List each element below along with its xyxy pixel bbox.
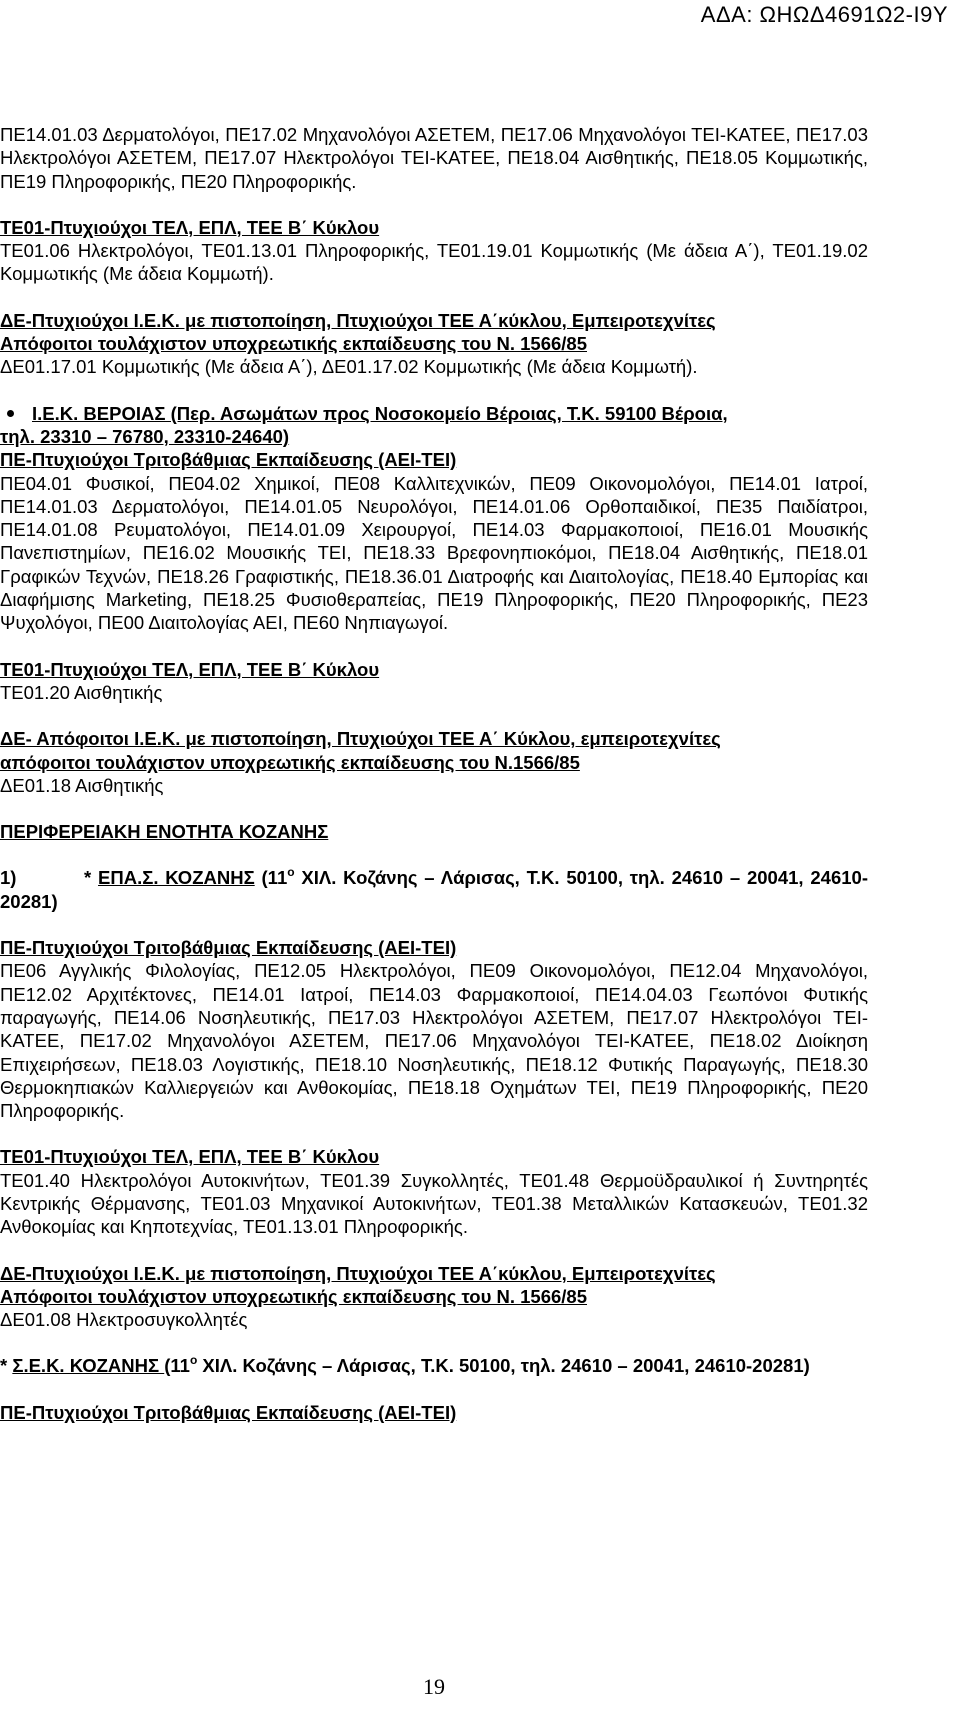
heading-de-3-line2: Απόφοιτοι τουλάχιστον υποχρεωτικής εκπαίδευσης του Ν. 1566/85 — [0, 1285, 587, 1307]
heading-de-line1: ΔΕ-Πτυχιούχοι Ι.Ε.Κ. με πιστοποίηση, Πτυχιούχοι ΤΕΕ Α΄κύκλου, Εμπειροτεχνίτες — [0, 309, 716, 331]
sek-address-pre: (11 — [164, 1355, 190, 1377]
paragraph-de01-3: ΔΕ01.08 Ηλεκτροσυγκολλητές — [0, 1309, 248, 1331]
item-star: * — [84, 867, 99, 889]
iek-veroias-phone: τηλ. 23310 – 76780, 23310-24640) — [0, 425, 290, 447]
paragraph-te01-2: ΤΕ01.20 Αισθητικής — [0, 681, 163, 703]
heading-pe-3: ΠΕ-Πτυχιούχοι Τριτοβάθμιας Εκπαίδευσης (ΑΕΙ-ΤΕΙ) — [0, 1401, 457, 1423]
ada-code: ΑΔΑ: ΩΗΩΔ4691Ω2-Ι9Υ — [700, 2, 948, 27]
item-school-link: ΕΠΑ.Σ. ΚΟΖΑΝΗΣ — [98, 867, 255, 889]
item-address-rest: ΧΙΛ. Κοζάνης – Λάρισας, Τ.Κ. 50100, τηλ. 24610 – 20041, 24610-20281) — [0, 867, 868, 912]
heading-te01-3: ΤΕ01-Πτυχιούχοι ΤΕΛ, ΕΠΛ, ΤΕΕ Β΄ Κύκλου — [0, 1146, 380, 1168]
document-body — [0, 123, 868, 1424]
item-number: 1) — [0, 867, 17, 889]
heading-pe: ΠΕ-Πτυχιούχοι Τριτοβάθμιας Εκπαίδευσης (ΑΕΙ-ΤΕΙ) — [0, 449, 457, 471]
heading-region-kozanis: ΠΕΡΙΦΕΡΕΙΑΚΗ ΕΝΟΤΗΤΑ ΚΟΖΑΝΗΣ — [0, 821, 329, 843]
sek-address-rest: ΧΙΛ. Κοζάνης – Λάρισας, Τ.Κ. 50100, τηλ. 24610 – 20041, 24610-20281) — [197, 1355, 810, 1377]
paragraph-specialties: ΠΕ14.01.03 Δερματολόγοι, ΠΕ17.02 Μηχανολόγοι ΑΣΕΤΕΜ, ΠΕ17.06 Μηχανολόγοι ΤΕΙ-ΚΑΤΕΕ, ΠΕ17.03 Ηλεκτρολόγοι ΑΣΕΤΕΜ, ΠΕ17.07 Ηλεκτρολόγοι ΤΕΙ-ΚΑΤΕΕ, ΠΕ18.04 Αισθητικής, ΠΕ18.05 Κομμωτικής, ΠΕ19 Πληροφορικής, ΠΕ20 Πληροφορικής. — [0, 124, 868, 192]
sek-superscript: ο — [189, 1353, 198, 1368]
heading-de-2-line1: ΔΕ- Απόφοιτοι Ι.Ε.Κ. με πιστοποίηση, Πτυχιούχοι ΤΕΕ Α΄ Κύκλου, εμπειροτεχνίτες — [0, 728, 721, 750]
item-sek-kozanis — [0, 1354, 868, 1377]
sek-star: * — [0, 1355, 13, 1377]
sek-school-link: Σ.Ε.Κ. ΚΟΖΑΝΗΣ — [12, 1355, 165, 1377]
bullet-iek-veroias — [0, 402, 868, 425]
heading-de-2-line2: απόφοιτοι τουλάχιστον υποχρεωτικής εκπαίδευσης του Ν.1566/85 — [0, 751, 580, 773]
heading-te01-2: ΤΕ01-Πτυχιούχοι ΤΕΛ, ΕΠΛ, ΤΕΕ Β΄ Κύκλου — [0, 658, 380, 680]
item-address-pre: (11 — [254, 867, 288, 889]
paragraph-de01-2: ΔΕ01.18 Αισθητικής — [0, 774, 164, 796]
item-epas-kozanis — [0, 866, 868, 913]
paragraph-pe-2: ΠΕ06 Αγγλικής Φιλολογίας, ΠΕ12.05 Ηλεκτρολόγοι, ΠΕ09 Οικονομολόγοι, ΠΕ12.04 Μηχανολόγοι, ΠΕ12.02 Αρχιτέκτονες, ΠΕ14.01 Ιατροί, ΠΕ14.03 Φαρμακοποιοί, ΠΕ14.04.03 Γεωπόνοι Φυτικής παραγωγής, ΠΕ14.06 Νοσηλευτικής, ΠΕ17.03 Ηλεκτρολόγοι ΑΣΕΤΕΜ, ΠΕ17.07 Ηλεκτρολόγοι ΤΕΙ-ΚΑΤΕΕ, ΠΕ17.02 Μηχανολόγοι ΑΣΕΤΕΜ, ΠΕ17.06 Μηχανολόγοι ΤΕΙ-ΚΑΤΕΕ, ΠΕ18.02 Διοίκηση Επιχειρήσεων, ΠΕ18.03 Λογιστικής, ΠΕ18.10 Νοσηλευτικής, ΠΕ18.12 Φυτικής Παραγωγής, ΠΕ18.30 Θερμοκηπιακών Καλλιεργειών και Ανθοκομίας, ΠΕ18.18 Οχημάτων ΤΕΙ, ΠΕ19 Πληροφορικής, ΠΕ20 Πληροφορικής. — [0, 960, 868, 1122]
paragraph-te01: ΤΕ01.06 Ηλεκτρολόγοι, ΤΕ01.13.01 Πληροφορικής, ΤΕ01.19.01 Κομμωτικής (Με άδεια Α΄), ΤΕ01.19.02 Κομμωτικής (Με άδεια Κομμωτή). — [0, 240, 868, 285]
paragraph-te01-3: ΤΕ01.40 Ηλεκτρολόγοι Αυτοκινήτων, ΤΕ01.39 Συγκολλητές, ΤΕ01.48 Θερμοϋδραυλικοί ή Συντηρητές Κεντρικής Θέρμανσης, ΤΕ01.03 Μηχανικοί Αυτοκινήτων, ΤΕ01.38 Μεταλλικών Κατασκευών, ΤΕ01.32 Ανθοκομίας και Κηποτεχνίας, ΤΕ01.13.01 Πληροφορικής. — [0, 1169, 868, 1238]
heading-pe-2: ΠΕ-Πτυχιούχοι Τριτοβάθμιας Εκπαίδευσης (ΑΕΙ-ΤΕΙ) — [0, 937, 457, 959]
heading-te01: ΤΕ01-Πτυχιούχοι ΤΕΛ, ΕΠΛ, ΤΕΕ Β΄ Κύκλου — [0, 216, 380, 238]
iek-veroias-address: Ι.Ε.Κ. ΒΕΡΟΙΑΣ (Περ. Ασωμάτων προς Νοσοκομείο Βέροιας, Τ.Κ. 59100 Βέροια, — [32, 402, 728, 424]
heading-de-line2: Απόφοιτοι τουλάχιστον υποχρεωτικής εκπαίδευσης του Ν. 1566/85 — [0, 333, 587, 355]
paragraph-de01: ΔΕ01.17.01 Κομμωτικής (Με άδεια Α΄), ΔΕ01.17.02 Κομμωτικής (Με άδεια Κομμωτή). — [0, 356, 698, 378]
page-number: 19 — [423, 1674, 445, 1699]
heading-de-3-line1: ΔΕ-Πτυχιούχοι Ι.Ε.Κ. με πιστοποίηση, Πτυχιούχοι ΤΕΕ Α΄κύκλου, Εμπειροτεχνίτες — [0, 1262, 716, 1284]
item-superscript: ο — [287, 865, 295, 880]
paragraph-pe: ΠΕ04.01 Φυσικοί, ΠΕ04.02 Χημικοί, ΠΕ08 Καλλιτεχνικών, ΠΕ09 Οικονομολόγοι, ΠΕ14.01 Ιατροί, ΠΕ14.01.03 Δερματολόγοι, ΠΕ14.01.05 Νευρολόγοι, ΠΕ14.01.06 Ορθοπαιδικοί, ΠΕ35 Παιδίατροι, ΠΕ14.01.08 Ρευματολόγοι, ΠΕ14.01.09 Χειρουργοί, ΠΕ14.03 Φαρμακοποιοί, ΠΕ16.01 Μουσικής Πανεπιστημίων, ΠΕ16.02 Μουσικής ΤΕΙ, ΠΕ18.33 Βρεφονηπιοκόμοι, ΠΕ18.04 Αισθητικής, ΠΕ18.01 Γραφικών Τεχνών, ΠΕ18.26 Γραφιστικής, ΠΕ18.36.01 Διατροφής και Διαιτολογίας, ΠΕ18.40 Εμπορίας και Διαφήμισης Marketing, ΠΕ18.25 Φυσιοθεραπείας, ΠΕ19 Πληροφορικής, ΠΕ20 Πληροφορικής, ΠΕ23 Ψυχολόγοι, ΠΕ00 Διαιτολογίας ΑΕΙ, ΠΕ60 Νηπιαγωγοί. — [0, 472, 868, 634]
